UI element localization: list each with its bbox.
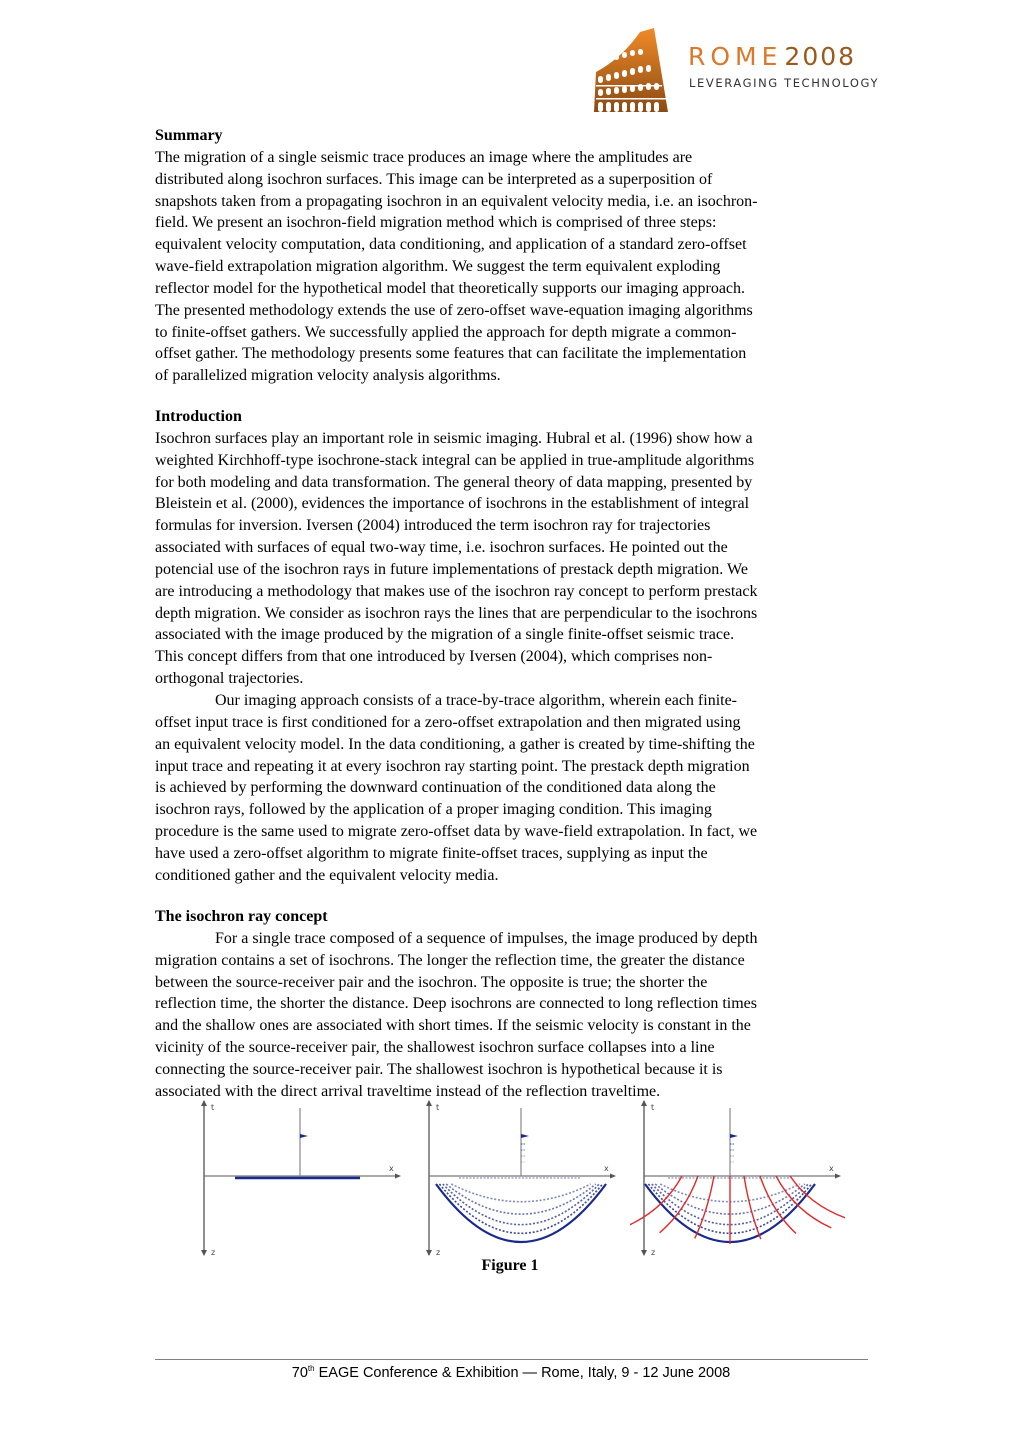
text-line: offset input trace is first conditioned for a zero-offset extrapolation and then migrated using — [155, 713, 741, 731]
summary-section — [155, 125, 870, 387]
depth-axis-arrow-icon — [201, 1250, 207, 1256]
text-line: The migration of a single seismic trace produces an image where the amplitudes are — [155, 148, 693, 166]
text-line: associated with surfaces of equal two-way time, i.e. isochron surfaces. He pointed out the — [155, 539, 728, 557]
time-axis-arrow-icon — [201, 1100, 207, 1106]
trace-impulse — [300, 1134, 308, 1138]
text-line: weighted Kirchhoff-type isochrone-stack integral can be applied in true-amplitude algorithms — [155, 451, 755, 469]
text-line: input trace and repeating it at every isochron ray starting point. The prestack depth migration — [155, 757, 750, 775]
footer — [0, 1364, 1020, 1381]
isochron-ray — [744, 1176, 761, 1239]
text-line: wave-field extrapolation migration algorithm. We suggest the term equivalent exploding — [155, 258, 721, 276]
text-line: and the shallow ones are associated with short times. If the seismic velocity is constant in the — [155, 1017, 751, 1035]
isochron-curve — [451, 1184, 590, 1202]
text-line: reflector model for the hypothetical model that theoretically supports our imaging approach. — [155, 279, 746, 297]
footer-divider — [155, 1359, 868, 1360]
text-line: migration contains a set of isochrons. The longer the reflection time, the greater the distance — [155, 951, 745, 969]
text-line: snapshots taken from a propagating isochron in an equivalent velocity media, i.e. an isochron- — [155, 192, 758, 210]
introduction-paragraph-1 — [155, 428, 870, 690]
x-axis-arrow-icon — [835, 1174, 841, 1179]
figure-panel-a — [190, 1098, 405, 1258]
isochron-curve — [436, 1184, 606, 1242]
introduction-paragraph-2 — [155, 690, 870, 887]
text-line: between the source-receiver pair and the isochron. The opposite is true; the shorter the — [155, 973, 708, 991]
z-axis-label: z — [436, 1248, 441, 1257]
isochron-ray — [660, 1176, 698, 1233]
text-line: The presented methodology extends the use of zero-offset wave-equation imaging algorithms — [155, 301, 753, 319]
text-line: for both modeling and data transformation. The general theory of data mapping, presented by — [155, 473, 753, 491]
time-axis-arrow-icon — [641, 1100, 647, 1106]
text-line: procedure is the same used to migrate zero-offset data by wave-field extrapolation. In fact, we — [155, 823, 758, 841]
z-axis-label: z — [651, 1248, 656, 1257]
text-line: associated with the image produced by the migration of a single finite-offset seismic trace. — [155, 626, 735, 644]
x-axis-arrow-icon — [395, 1174, 401, 1179]
colosseum-icon — [592, 28, 672, 112]
isochron-curve — [439, 1184, 602, 1233]
x-axis-label: x — [389, 1164, 394, 1173]
figure-panel-b — [415, 1098, 620, 1258]
text-line: of parallelized migration velocity analysis algorithms. — [155, 367, 501, 385]
depth-axis-arrow-icon — [641, 1250, 647, 1256]
text-line: vicinity of the source-receiver pair, the shallowest isochron surface collapses into a line — [155, 1039, 715, 1057]
text-line: For a single trace composed of a sequence of impulses, the image produced by depth — [215, 929, 758, 947]
text-line: isochron rays, followed by the application of a proper imaging condition. This imaging — [155, 801, 712, 819]
logo-title-year: 2008 — [784, 42, 857, 71]
trace-impulse — [521, 1134, 529, 1138]
text-line: field. We present an isochron-field migration method which is comprised of three steps: — [155, 214, 717, 232]
t-axis-label: t — [436, 1103, 440, 1112]
z-axis-label: z — [211, 1248, 216, 1257]
text-line: have used a zero-offset algorithm to migrate finite-offset traces, supplying as input the — [155, 844, 708, 862]
logo-title-word: ROME — [688, 42, 783, 71]
introduction-section — [155, 406, 870, 887]
t-axis-label: t — [651, 1103, 655, 1112]
text-line: to finite-offset gathers. We successfully applied the approach for depth migrate a common- — [155, 323, 737, 341]
text-line: potencial use of the isochron rays in future implementations of prestack depth migration. We — [155, 560, 748, 578]
time-axis-arrow-icon — [426, 1100, 432, 1106]
trace-impulse — [730, 1134, 738, 1138]
text-line: distributed along isochron surfaces. This image can be interpreted as a superposition of — [155, 170, 713, 188]
text-line: connecting the source-receiver pair. The shallowest isochron is hypothetical because it is — [155, 1060, 723, 1078]
x-axis-arrow-icon — [610, 1174, 616, 1179]
x-axis-label: x — [604, 1164, 609, 1173]
text-line: depth migration. We consider as isochron rays the lines that are perpendicular to the isochrons — [155, 604, 758, 622]
text-line: conditioned gather and the equivalent velocity media. — [155, 866, 499, 884]
summary-heading: Summary — [155, 127, 223, 144]
text-line: orthogonal trajectories. — [155, 670, 304, 688]
text-line: Bleistein et al. (2000), evidences the importance of isochrons in the establishment of integral — [155, 495, 750, 513]
footer-edition-number: 70 — [291, 1365, 308, 1381]
figure-panel-c — [630, 1098, 845, 1258]
text-line: Our imaging approach consists of a trace-by-trace algorithm, wherein each finite- — [215, 691, 738, 709]
text-line: equivalent velocity computation, data conditioning, and application of a standard zero-offset — [155, 236, 747, 254]
isochron-ray-concept-paragraph — [155, 928, 870, 1103]
introduction-heading: Introduction — [155, 408, 242, 425]
x-axis-label: x — [829, 1164, 834, 1173]
isochron-ray-concept-heading: The isochron ray concept — [155, 908, 328, 925]
t-axis-label: t — [211, 1103, 215, 1112]
isochron-ray-concept-section — [155, 906, 870, 1103]
text-line: an equivalent velocity model. In the data conditioning, a gather is created by time-shifting the — [155, 735, 755, 753]
depth-axis-arrow-icon — [426, 1250, 432, 1256]
isochron-curve — [446, 1184, 596, 1214]
text-line: reflection time, the shorter the distance. Deep isochrons are connected to long reflection times — [155, 995, 757, 1013]
text-line: are introducing a methodology that makes use of the isochron ray concept to perform prestack — [155, 582, 758, 600]
text-line: Isochron surfaces play an important role in seismic imaging. Hubral et al. (1996) show how a — [155, 429, 753, 447]
figure-caption: Figure 1 — [481, 1257, 539, 1274]
footer-ordinal-suffix: th — [307, 1364, 315, 1373]
text-line: offset gather. The methodology presents some features that can facilitate the implementation — [155, 345, 747, 363]
text-line: This concept differs from that one introduced by Iversen (2004), which comprises non- — [155, 648, 713, 666]
logo-title — [688, 44, 856, 69]
text-line: formulas for inversion. Iversen (2004) introduced the term isochron ray for trajectories — [155, 517, 711, 535]
text-line: is achieved by performing the downward continuation of the conditioned data along the — [155, 779, 716, 797]
footer-text: EAGE Conference & Exhibition — Rome, Italy, 9 - 12 June 2008 — [314, 1365, 731, 1381]
rome2008-logo — [592, 28, 880, 114]
text-line: associated with the direct arrival traveltime instead of the reflection traveltime. — [155, 1082, 661, 1100]
logo-tagline: LEVERAGING TECHNOLOGY — [689, 76, 880, 90]
summary-paragraph — [155, 147, 870, 387]
